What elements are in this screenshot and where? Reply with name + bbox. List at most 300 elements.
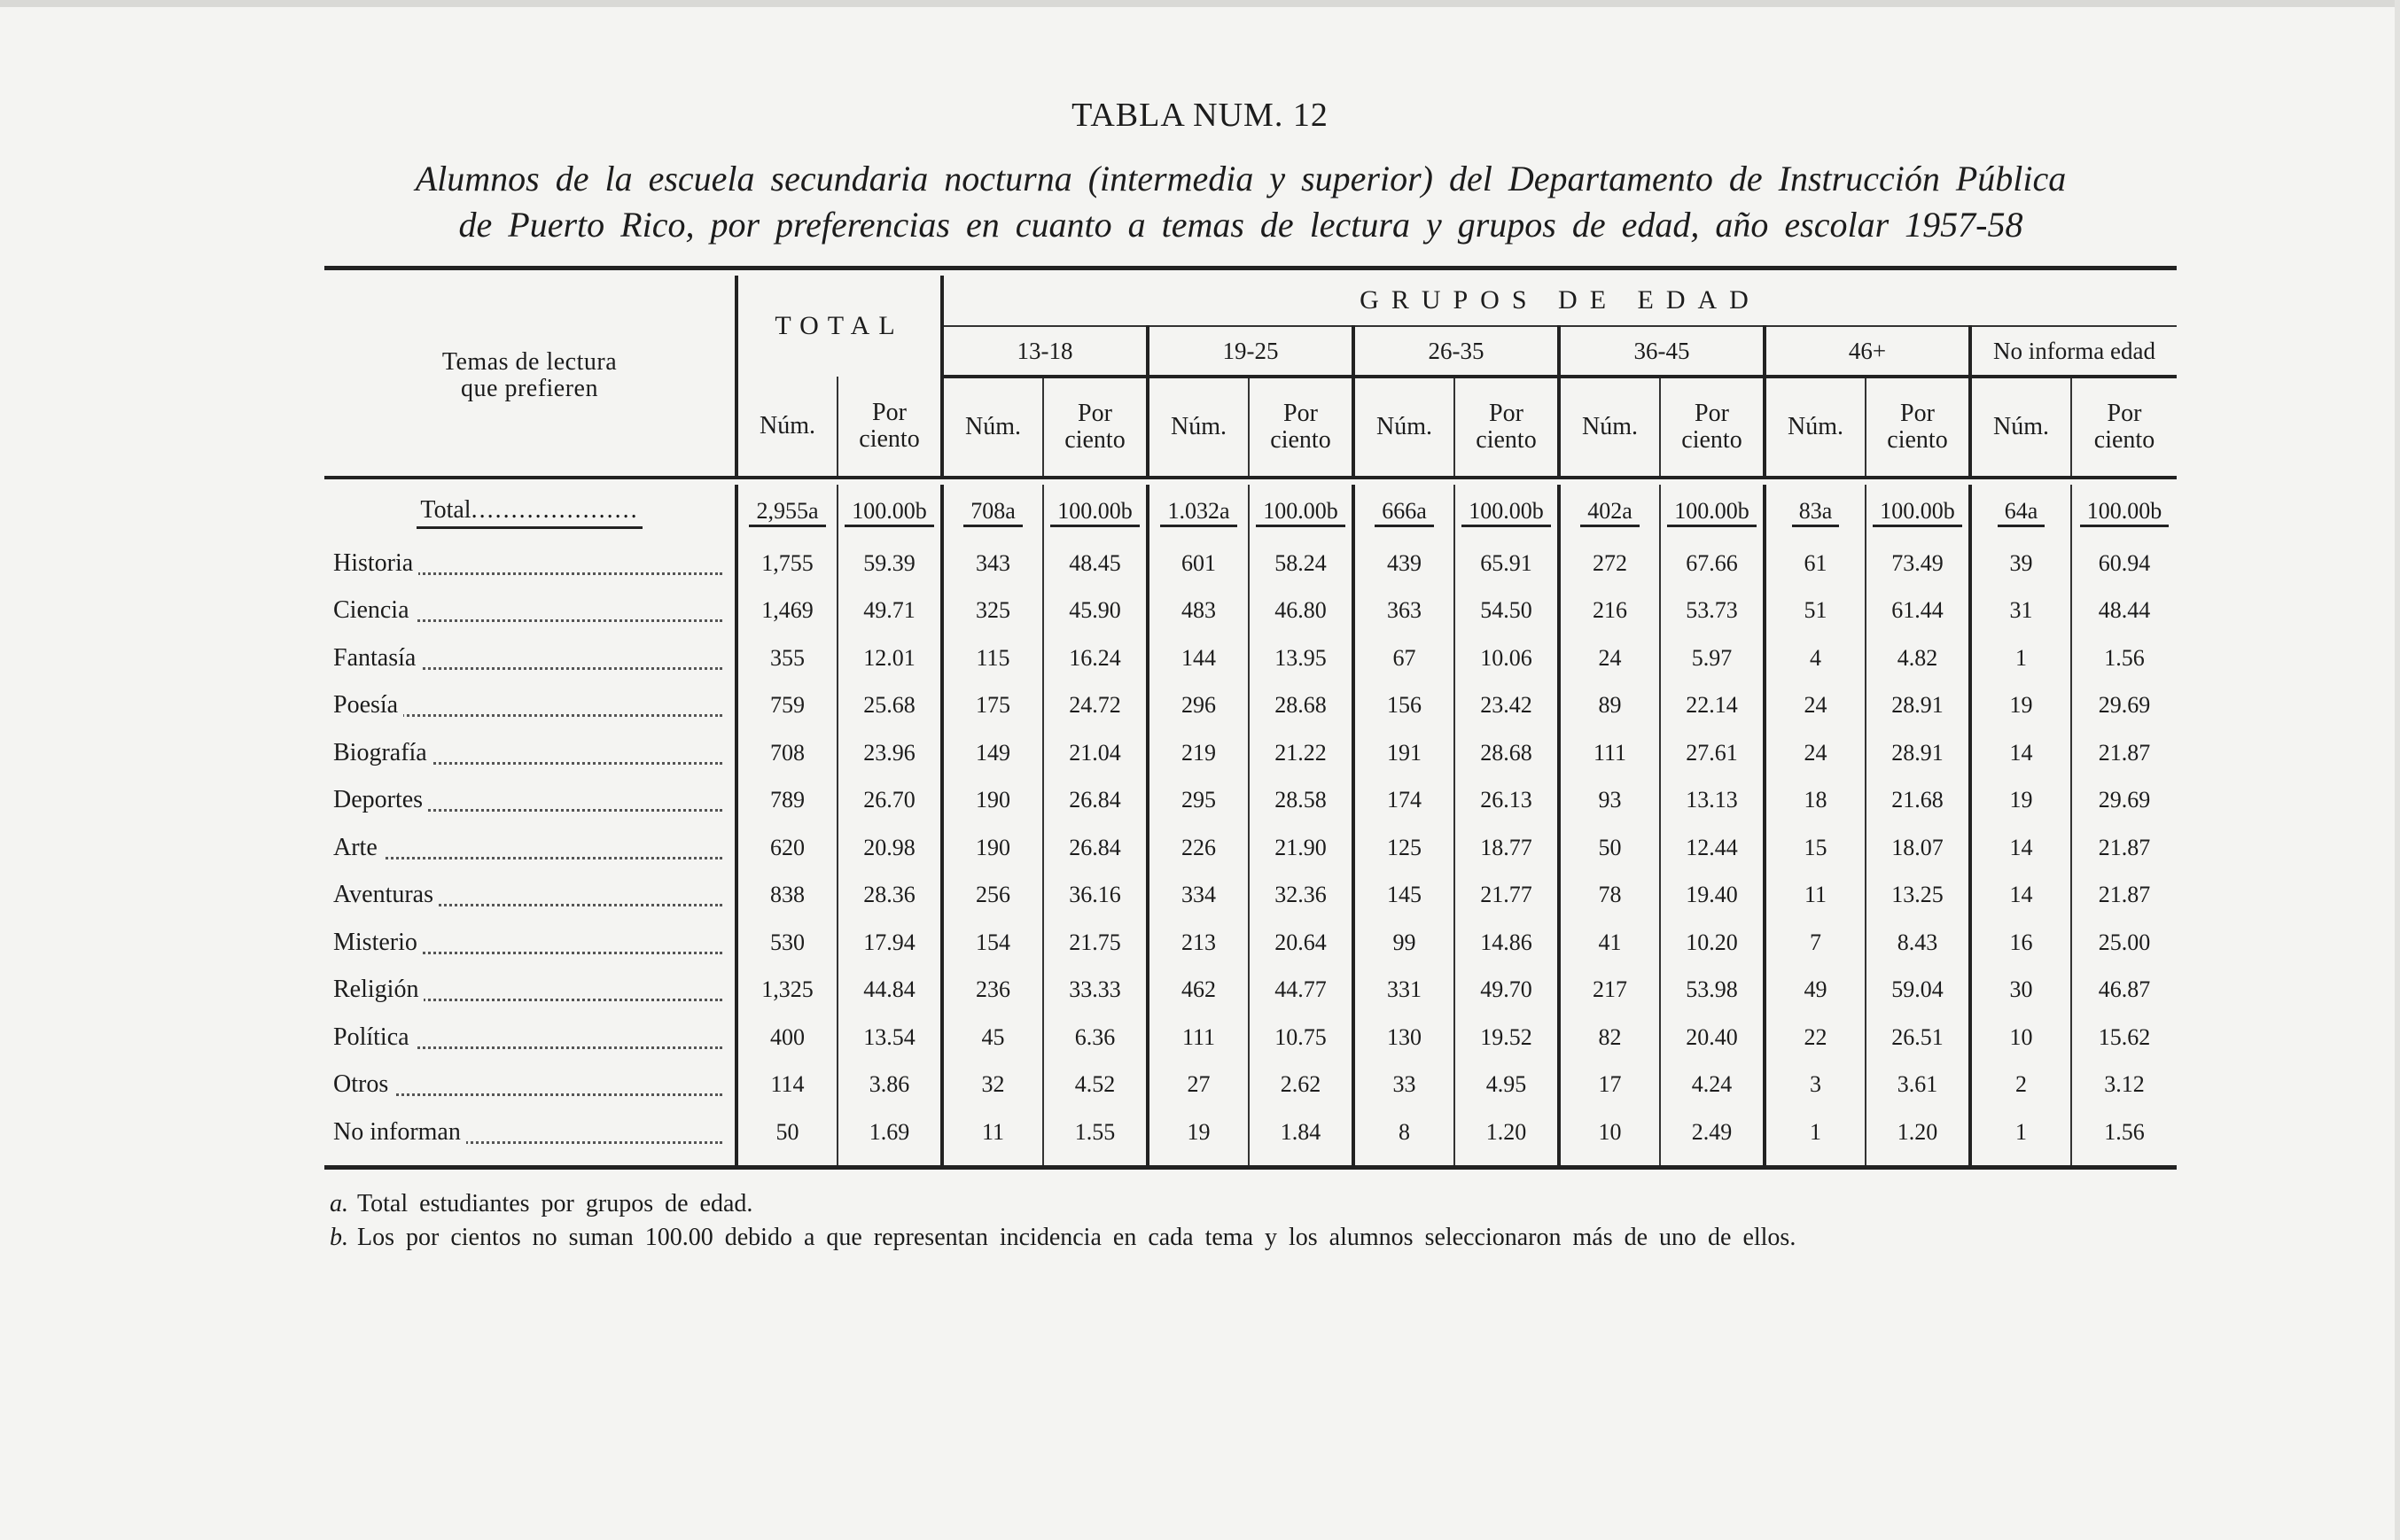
percent-cell: 29.69: [2071, 682, 2177, 730]
count-cell: 343: [942, 540, 1043, 587]
count-cell: 355: [736, 634, 838, 682]
total-value: 100.00b: [1667, 498, 1757, 527]
row-label-text: Política: [333, 1023, 415, 1051]
percent-cell: 1.20: [1454, 1108, 1559, 1156]
percent-cell: 23.96: [838, 729, 942, 777]
percent-cell: 3.61: [1866, 1062, 1970, 1109]
percent-cell: 46.80: [1249, 587, 1353, 635]
percent-cell: 4.82: [1866, 634, 1970, 682]
count-cell: 32: [942, 1062, 1043, 1109]
percent-subheader-line-2: ciento: [859, 425, 920, 453]
count-cell: 154: [942, 919, 1043, 967]
theme-header-line-1: Temas de lectura: [441, 348, 618, 376]
table-row: [324, 1062, 2177, 1109]
table-row: [324, 1108, 2177, 1156]
percent-cell: 58.24: [1249, 540, 1353, 587]
percent-cell: 13.95: [1249, 634, 1353, 682]
percent-cell: 28.91: [1866, 729, 1970, 777]
count-cell: 213: [1148, 919, 1249, 967]
count-cell: 10: [1559, 1108, 1660, 1156]
count-cell: 115: [942, 634, 1043, 682]
footnote-b-mark: b.: [330, 1224, 348, 1251]
footnote-a-text: Total estudiantes por grupos de edad.: [357, 1190, 753, 1217]
percent-subheader-line-2: ciento: [1887, 426, 1948, 454]
row-label: [324, 1108, 736, 1156]
percent-cell: 49.70: [1454, 967, 1559, 1015]
row-label-text: Religión: [333, 976, 424, 1003]
percent-cell: 3.12: [2071, 1062, 2177, 1109]
percent-cell: 1.56: [2071, 1108, 2177, 1156]
percent-cell: 3.86: [838, 1062, 942, 1109]
count-cell: 272: [1559, 540, 1660, 587]
percent-subheader-line-1: Por: [1489, 400, 1523, 427]
table-row: [324, 729, 2177, 777]
count-cell: 1: [1970, 1108, 2071, 1156]
row-label: [324, 587, 736, 635]
total-value: 100.00b: [1256, 498, 1345, 527]
count-cell: [1765, 485, 1866, 540]
percent-cell: 12.01: [838, 634, 942, 682]
num-subheader: Núm.: [1559, 377, 1660, 478]
count-cell: 24: [1765, 682, 1866, 730]
percent-cell: 1.56: [2071, 634, 2177, 682]
total-value: 708a: [963, 498, 1023, 527]
percent-cell: 19.40: [1660, 872, 1765, 920]
top-rule: [324, 268, 2177, 276]
count-cell: 14: [1970, 729, 2071, 777]
count-cell: [1353, 485, 1454, 540]
row-label: [324, 824, 736, 872]
percent-cell: 24.72: [1043, 682, 1148, 730]
percent-subheader-line-2: ciento: [1064, 426, 1126, 454]
percent-cell: 28.36: [838, 872, 942, 920]
age-group-header: 19-25: [1148, 326, 1353, 377]
percent-subheader-line-1: Por: [2107, 400, 2142, 427]
page-edge-right: [2395, 0, 2400, 1540]
row-label-text: Fantasía: [333, 644, 421, 672]
total-value: 1.032a: [1160, 498, 1236, 527]
theme-column-header: [324, 276, 736, 478]
count-cell: 11: [942, 1108, 1043, 1156]
total-value: 64a: [1998, 498, 2045, 527]
percent-subheader-line-1: Por: [1283, 400, 1318, 427]
total-label-word: Total: [420, 495, 471, 524]
data-table-container: [324, 266, 2177, 1170]
age-group-header: No informa edad: [1970, 326, 2177, 377]
count-cell: 50: [1559, 824, 1660, 872]
count-cell: 125: [1353, 824, 1454, 872]
percent-cell: 18.77: [1454, 824, 1559, 872]
percent-cell: [838, 485, 942, 540]
total-value: 100.00b: [845, 498, 934, 527]
percent-cell: 28.58: [1249, 777, 1353, 825]
count-cell: 78: [1559, 872, 1660, 920]
percent-cell: 10.75: [1249, 1014, 1353, 1062]
row-label: [324, 682, 736, 730]
header-bottom-rule: [324, 478, 2177, 485]
percent-cell: 32.36: [1249, 872, 1353, 920]
count-cell: 530: [736, 919, 838, 967]
percent-cell: 1.69: [838, 1108, 942, 1156]
age-group-header: 26-35: [1353, 326, 1559, 377]
percent-cell: [1660, 485, 1765, 540]
count-cell: 601: [1148, 540, 1249, 587]
count-cell: 144: [1148, 634, 1249, 682]
percent-cell: 21.90: [1249, 824, 1353, 872]
count-cell: 256: [942, 872, 1043, 920]
total-value: 100.00b: [1461, 498, 1551, 527]
row-label: [324, 634, 736, 682]
percent-cell: 49.71: [838, 587, 942, 635]
percent-subheader-line-2: ciento: [2093, 426, 2155, 454]
count-cell: 19: [1148, 1108, 1249, 1156]
count-cell: 4: [1765, 634, 1866, 682]
percent-cell: 61.44: [1866, 587, 1970, 635]
percent-cell: 25.68: [838, 682, 942, 730]
percent-subheader-line-2: ciento: [1270, 426, 1331, 454]
row-label-text: Ciencia: [333, 596, 415, 624]
percent-subheader: [838, 377, 942, 478]
count-cell: 190: [942, 777, 1043, 825]
total-value: 666a: [1375, 498, 1434, 527]
row-label-text: Arte: [333, 834, 383, 861]
count-cell: 49: [1765, 967, 1866, 1015]
table-row: [324, 587, 2177, 635]
row-label-text: Poesía: [333, 691, 403, 719]
count-cell: 67: [1353, 634, 1454, 682]
count-cell: 295: [1148, 777, 1249, 825]
percent-cell: 8.43: [1866, 919, 1970, 967]
count-cell: 462: [1148, 967, 1249, 1015]
count-cell: 363: [1353, 587, 1454, 635]
count-cell: 19: [1970, 682, 2071, 730]
percent-subheader-line-2: ciento: [1681, 426, 1742, 454]
count-cell: 236: [942, 967, 1043, 1015]
count-cell: 27: [1148, 1062, 1249, 1109]
count-cell: 216: [1559, 587, 1660, 635]
bottom-rule: [324, 1156, 2177, 1168]
row-label: [324, 729, 736, 777]
percent-cell: 48.44: [2071, 587, 2177, 635]
count-cell: 331: [1353, 967, 1454, 1015]
count-cell: 1,325: [736, 967, 838, 1015]
percent-cell: 26.84: [1043, 777, 1148, 825]
total-value: 402a: [1580, 498, 1640, 527]
percent-cell: 73.49: [1866, 540, 1970, 587]
count-cell: 93: [1559, 777, 1660, 825]
count-cell: 400: [736, 1014, 838, 1062]
count-cell: 22: [1765, 1014, 1866, 1062]
total-row: [324, 485, 2177, 540]
percent-subheader: [2071, 377, 2177, 478]
percent-cell: 21.22: [1249, 729, 1353, 777]
percent-subheader-line-1: Por: [872, 399, 907, 426]
count-cell: 2: [1970, 1062, 2071, 1109]
percent-cell: 26.84: [1043, 824, 1148, 872]
count-cell: 24: [1559, 634, 1660, 682]
count-cell: 11: [1765, 872, 1866, 920]
percent-cell: 54.50: [1454, 587, 1559, 635]
percent-cell: 46.87: [2071, 967, 2177, 1015]
percent-cell: 45.90: [1043, 587, 1148, 635]
count-cell: 30: [1970, 967, 2071, 1015]
percent-subheader: [1454, 377, 1559, 478]
table-row: [324, 634, 2177, 682]
total-column-header: TOTAL: [736, 276, 942, 377]
percent-cell: 1.20: [1866, 1108, 1970, 1156]
count-cell: 10: [1970, 1014, 2071, 1062]
percent-cell: 21.77: [1454, 872, 1559, 920]
table-row: [324, 967, 2177, 1015]
percent-cell: 23.42: [1454, 682, 1559, 730]
percent-cell: 65.91: [1454, 540, 1559, 587]
subtitle-line-2: de Puerto Rico, por preferencias en cuanto a temas de lectura y grupos de edad, año escolar 1957-58: [458, 205, 2023, 245]
percent-cell: 29.69: [2071, 777, 2177, 825]
count-cell: 8: [1353, 1108, 1454, 1156]
percent-cell: 28.68: [1454, 729, 1559, 777]
percent-cell: [1249, 485, 1353, 540]
percent-cell: 20.98: [838, 824, 942, 872]
percent-cell: 28.68: [1249, 682, 1353, 730]
count-cell: 149: [942, 729, 1043, 777]
percent-cell: 59.04: [1866, 967, 1970, 1015]
percent-subheader: [1249, 377, 1353, 478]
count-cell: 89: [1559, 682, 1660, 730]
age-group-header: 36-45: [1559, 326, 1765, 377]
percent-cell: 21.87: [2071, 729, 2177, 777]
count-cell: [736, 485, 838, 540]
count-cell: 15: [1765, 824, 1866, 872]
row-label: [324, 1062, 736, 1109]
percent-cell: 44.77: [1249, 967, 1353, 1015]
percent-cell: 21.75: [1043, 919, 1148, 967]
row-label-text: No informan: [333, 1118, 466, 1146]
count-cell: 130: [1353, 1014, 1454, 1062]
count-cell: 61: [1765, 540, 1866, 587]
percent-cell: 18.07: [1866, 824, 1970, 872]
age-group-header: 46+: [1765, 326, 1970, 377]
count-cell: 838: [736, 872, 838, 920]
count-cell: 217: [1559, 967, 1660, 1015]
percent-cell: 1.84: [1249, 1108, 1353, 1156]
percent-cell: 19.52: [1454, 1014, 1559, 1062]
count-cell: 226: [1148, 824, 1249, 872]
count-cell: 1: [1970, 634, 2071, 682]
row-label-text: Biografía: [333, 739, 432, 766]
count-cell: 175: [942, 682, 1043, 730]
percent-cell: 21.87: [2071, 872, 2177, 920]
percent-cell: 6.36: [1043, 1014, 1148, 1062]
count-cell: 114: [736, 1062, 838, 1109]
count-cell: 759: [736, 682, 838, 730]
count-cell: [1970, 485, 2071, 540]
count-cell: 334: [1148, 872, 1249, 920]
percent-cell: 2.49: [1660, 1108, 1765, 1156]
percent-cell: 15.62: [2071, 1014, 2177, 1062]
percent-cell: 44.84: [838, 967, 942, 1015]
table-row: [324, 919, 2177, 967]
data-table: [324, 266, 2177, 1170]
num-subheader: Núm.: [736, 377, 838, 478]
percent-cell: 21.04: [1043, 729, 1148, 777]
percent-cell: 12.44: [1660, 824, 1765, 872]
row-label: [324, 1014, 736, 1062]
count-cell: 156: [1353, 682, 1454, 730]
count-cell: 41: [1559, 919, 1660, 967]
num-subheader: Núm.: [1148, 377, 1249, 478]
count-cell: [1559, 485, 1660, 540]
percent-cell: 27.61: [1660, 729, 1765, 777]
total-value: 100.00b: [1050, 498, 1140, 527]
percent-cell: 21.68: [1866, 777, 1970, 825]
count-cell: 1: [1765, 1108, 1866, 1156]
count-cell: 1,755: [736, 540, 838, 587]
percent-cell: 14.86: [1454, 919, 1559, 967]
percent-subheader: [1660, 377, 1765, 478]
count-cell: 111: [1559, 729, 1660, 777]
footnote-a-mark: a.: [330, 1190, 348, 1217]
percent-cell: 10.20: [1660, 919, 1765, 967]
footnotes: [330, 1187, 1796, 1255]
table-row: [324, 1014, 2177, 1062]
percent-cell: 4.52: [1043, 1062, 1148, 1109]
count-cell: 17: [1559, 1062, 1660, 1109]
leader-dots: .....................: [471, 495, 639, 524]
percent-cell: 1.55: [1043, 1108, 1148, 1156]
percent-cell: 2.62: [1249, 1062, 1353, 1109]
theme-header-line-2: que prefieren: [461, 375, 598, 402]
table-row: [324, 777, 2177, 825]
subtitle-line-1: Alumnos de la escuela secundaria nocturna (intermedia y superior) del Departamento de Instrucción Pública: [415, 159, 2067, 198]
percent-cell: [2071, 485, 2177, 540]
count-cell: 439: [1353, 540, 1454, 587]
count-cell: 296: [1148, 682, 1249, 730]
row-label-text: Otros: [333, 1070, 394, 1098]
percent-cell: 33.33: [1043, 967, 1148, 1015]
num-subheader: Núm.: [1765, 377, 1866, 478]
percent-subheader-line-1: Por: [1695, 400, 1729, 427]
count-cell: [942, 485, 1043, 540]
percent-cell: 67.66: [1660, 540, 1765, 587]
num-subheader: Núm.: [1353, 377, 1454, 478]
percent-cell: 48.45: [1043, 540, 1148, 587]
percent-cell: 20.40: [1660, 1014, 1765, 1062]
count-cell: 789: [736, 777, 838, 825]
total-value: 100.00b: [2080, 498, 2170, 527]
count-cell: 190: [942, 824, 1043, 872]
percent-cell: 21.87: [2071, 824, 2177, 872]
percent-cell: 36.16: [1043, 872, 1148, 920]
age-group-header: 13-18: [942, 326, 1148, 377]
count-cell: 7: [1765, 919, 1866, 967]
page-edge: [0, 0, 2400, 7]
percent-cell: 4.24: [1660, 1062, 1765, 1109]
row-label: [324, 540, 736, 587]
footnote-b-text: Los por cientos no suman 100.00 debido a que representan incidencia en cada tema y los alumnos seleccionaron más de uno de ellos.: [357, 1224, 1796, 1251]
count-cell: 31: [1970, 587, 2071, 635]
count-cell: 18: [1765, 777, 1866, 825]
count-cell: 33: [1353, 1062, 1454, 1109]
row-label: [324, 872, 736, 920]
percent-cell: 17.94: [838, 919, 942, 967]
num-subheader: Núm.: [942, 377, 1043, 478]
total-value: 2,955a: [749, 498, 825, 527]
percent-cell: 26.13: [1454, 777, 1559, 825]
count-cell: 191: [1353, 729, 1454, 777]
total-value: 83a: [1792, 498, 1840, 527]
percent-cell: [1043, 485, 1148, 540]
footnote-b: [330, 1221, 1796, 1255]
percent-cell: 26.70: [838, 777, 942, 825]
count-cell: 24: [1765, 729, 1866, 777]
percent-subheader-line-1: Por: [1078, 400, 1112, 427]
count-cell: 14: [1970, 872, 2071, 920]
count-cell: 14: [1970, 824, 2071, 872]
count-cell: 219: [1148, 729, 1249, 777]
count-cell: 145: [1353, 872, 1454, 920]
num-subheader: Núm.: [1970, 377, 2071, 478]
percent-cell: 22.14: [1660, 682, 1765, 730]
count-cell: 45: [942, 1014, 1043, 1062]
percent-cell: 53.98: [1660, 967, 1765, 1015]
percent-cell: 26.51: [1866, 1014, 1970, 1062]
footnote-a: [330, 1187, 1796, 1221]
percent-cell: 20.64: [1249, 919, 1353, 967]
percent-subheader: [1866, 377, 1970, 478]
percent-cell: 13.54: [838, 1014, 942, 1062]
percent-cell: 4.95: [1454, 1062, 1559, 1109]
table-row: [324, 872, 2177, 920]
percent-subheader: [1043, 377, 1148, 478]
table-title: TABLA NUM. 12: [1071, 97, 1329, 134]
percent-cell: 5.97: [1660, 634, 1765, 682]
percent-cell: 53.73: [1660, 587, 1765, 635]
percent-cell: [1454, 485, 1559, 540]
row-label: [324, 967, 736, 1015]
count-cell: 50: [736, 1108, 838, 1156]
percent-cell: 10.06: [1454, 634, 1559, 682]
total-label-text: [417, 496, 642, 529]
count-cell: 111: [1148, 1014, 1249, 1062]
percent-subheader-line-2: ciento: [1476, 426, 1537, 454]
count-cell: 174: [1353, 777, 1454, 825]
percent-cell: 25.00: [2071, 919, 2177, 967]
percent-cell: 13.25: [1866, 872, 1970, 920]
percent-cell: 60.94: [2071, 540, 2177, 587]
count-cell: 620: [736, 824, 838, 872]
count-cell: 483: [1148, 587, 1249, 635]
count-cell: 99: [1353, 919, 1454, 967]
percent-cell: 59.39: [838, 540, 942, 587]
row-label-text: Aventuras: [333, 881, 439, 908]
percent-cell: [1866, 485, 1970, 540]
row-label-text: Historia: [333, 549, 418, 577]
count-cell: 325: [942, 587, 1043, 635]
count-cell: 1,469: [736, 587, 838, 635]
table-row: [324, 540, 2177, 587]
row-label: [324, 919, 736, 967]
count-cell: [1148, 485, 1249, 540]
table-row: [324, 824, 2177, 872]
count-cell: 82: [1559, 1014, 1660, 1062]
count-cell: 3: [1765, 1062, 1866, 1109]
row-label-text: Deportes: [333, 786, 428, 813]
count-cell: 16: [1970, 919, 2071, 967]
percent-cell: 28.91: [1866, 682, 1970, 730]
table-subtitle: [292, 156, 2189, 248]
percent-cell: 16.24: [1043, 634, 1148, 682]
total-value: 100.00b: [1873, 498, 1962, 527]
